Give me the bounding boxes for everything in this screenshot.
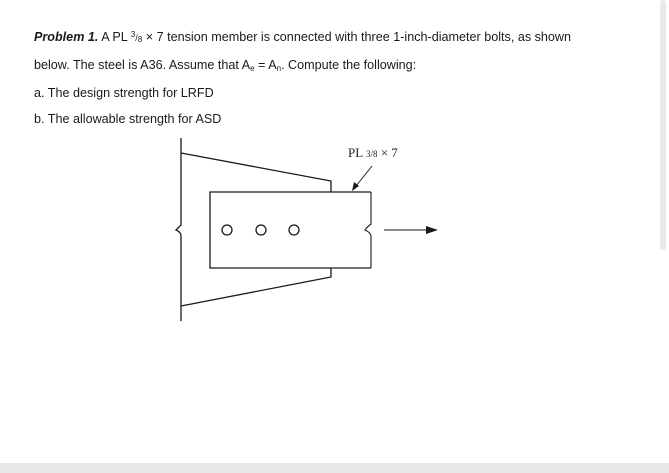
plate-label-suffix: × 7 — [377, 145, 398, 160]
bolt-hole-3 — [289, 225, 299, 235]
scrollbar-thumb[interactable] — [660, 0, 666, 250]
bottom-bar — [0, 463, 669, 473]
tension-arrow-head — [426, 226, 438, 234]
gusset-bottom-edge — [181, 268, 331, 306]
line2-post: . Compute the following: — [281, 57, 417, 72]
intro-post: × 7 tension member is connected with three 1-inch-diameter bolts, as shown — [142, 30, 572, 44]
fraction-numerator: 3 — [130, 30, 136, 39]
vertical-scrollbar[interactable] — [657, 0, 669, 460]
gusset-left-edge — [176, 138, 181, 321]
fraction-denominator: 8 — [137, 35, 143, 44]
subscript-e: e — [250, 63, 255, 73]
label-leader-line — [356, 166, 372, 186]
gusset-top-edge — [181, 153, 331, 192]
bolt-hole-1 — [222, 225, 232, 235]
item-b: b. The allowable strength for ASD — [34, 111, 222, 126]
plate-label — [348, 145, 398, 160]
tension-plate — [210, 192, 371, 268]
plate-label-fraction: 3/8 — [365, 149, 378, 159]
plate-label-prefix: PL — [348, 145, 366, 160]
fraction-slash: / — [135, 33, 138, 43]
problem-label: Problem 1. — [34, 30, 99, 44]
intro-pre: A PL — [101, 30, 131, 44]
item-a: a. The design strength for LRFD — [34, 86, 214, 100]
line2-pre: below. The steel is A36. Assume that A — [34, 57, 251, 72]
plate-break-line — [365, 192, 371, 268]
bolt-hole-2 — [256, 225, 266, 235]
line2-mid: = A — [254, 57, 277, 72]
subscript-n: n — [276, 63, 282, 73]
